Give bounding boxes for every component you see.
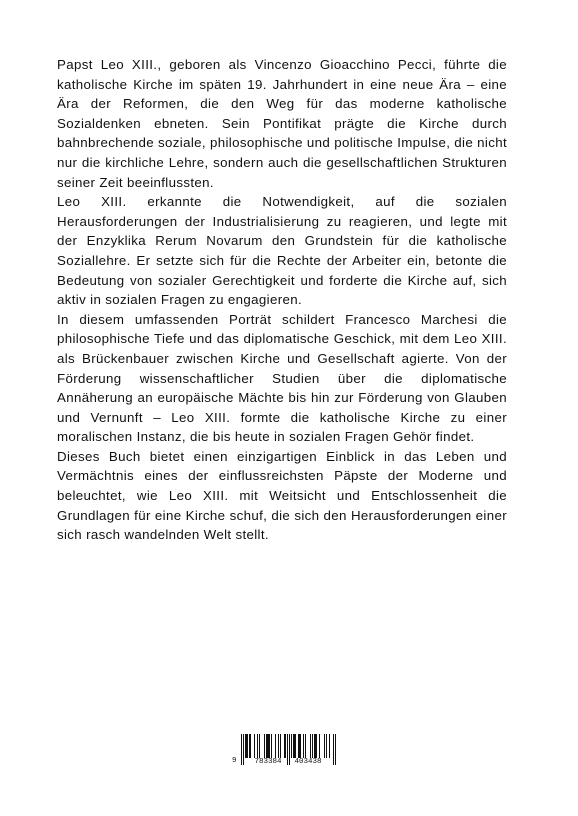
barcode-bar [310, 734, 311, 758]
barcode-bar [245, 734, 246, 758]
barcode-bar [284, 734, 285, 758]
barcode-bar [269, 734, 270, 758]
barcode-bar [287, 734, 288, 765]
barcode-bar [291, 734, 292, 758]
barcode-bar [300, 734, 301, 758]
barcode-bar [295, 734, 296, 758]
barcode-bar [264, 734, 265, 758]
barcode-bar [324, 734, 325, 758]
barcode-bar [266, 734, 267, 758]
barcode-bar [278, 734, 279, 758]
barcode-bar [257, 734, 258, 758]
barcode-bar [254, 734, 255, 758]
barcode-bar [298, 734, 299, 758]
barcode-bar [335, 734, 336, 765]
barcode-left-digits: 783384 [250, 758, 286, 767]
barcode-bar [268, 734, 269, 758]
barcode-bar [280, 734, 281, 758]
blurb-text [57, 55, 507, 545]
barcode-bar [293, 734, 294, 758]
barcode-bar [246, 734, 247, 758]
barcode-bar [271, 734, 272, 758]
barcode-bar [333, 734, 334, 765]
barcode-bar [299, 734, 300, 758]
barcode-bar [312, 734, 313, 758]
blurb-paragraph-3: In diesem umfassenden Porträt schildert Francesco Marchesi die philosophische Tiefe und das diplomatische Geschick, mit dem Leo XIII. als Brückenbauer zwischen Kirche und Gesellschaft agierte. Von der Förderung wissenschaftlicher Studien über die diplomatische Annäherung an europäische Mächte bis hin zur Förderung von Glauben und Vernunft – Leo XIII. formte die katholische Kirche zu einer moralischen Instanz, die bis heute in sozialen Fragen Gehör findet. [57, 311, 507, 445]
barcode-bar [241, 734, 242, 765]
barcode-bar [326, 734, 327, 758]
barcode-bar [294, 734, 295, 758]
isbn-barcode [232, 733, 342, 773]
barcode-bar [314, 734, 315, 758]
barcode-bar [319, 734, 320, 758]
barcode-bar [316, 734, 317, 758]
barcode-prefix-digit: 9 [232, 757, 237, 765]
barcode-bar [249, 734, 250, 758]
barcode-bar [329, 734, 330, 758]
barcode-bar [247, 734, 248, 758]
barcode-right-digits: 403438 [290, 758, 326, 767]
barcode-bar [303, 734, 304, 758]
barcode-bar [285, 734, 286, 758]
barcode-bar [259, 734, 260, 758]
blurb-paragraph-4: Dieses Buch bietet einen einzigartigen Einblick in das Leben und Vermächtnis eines der einflussreichsten Päpste der Moderne und beleuchtet, wie Leo XIII. mit Weitsicht und Entschlossenheit die Grundlagen für eine Kirche schuf, die sich den Herausforderungen einer sich rasch wandelnden Welt stellt. [57, 448, 507, 543]
barcode-bar [250, 734, 251, 758]
barcode-bar [315, 734, 316, 758]
barcode-bar [243, 734, 244, 765]
blurb-paragraph-1: Papst Leo XIII., geboren als Vincenzo Gioacchino Pecci, führte die katholische Kirche im späten 19. Jahrhundert in eine neue Ära – eine Ära der Reformen, die den Weg für das moderne katholische Sozialdenken ebneten. Sein Pontifikat prägte die Kirche durch bahnbrechende soziale, philosophische und politische Impulse, die nicht nur die kirchliche Lehre, sondern auch die gesellschaftlichen Strukturen seiner Zeit beeinflussten. [57, 57, 507, 190]
barcode-bar [267, 734, 268, 758]
barcode-bar [275, 734, 276, 758]
barcode-bar [305, 734, 306, 758]
blurb-paragraph-2: Leo XIII. erkannte die Notwendigkeit, auf die sozialen Herausforderungen der Industrialisierung zu reagieren, und legte mit der Enzyklika Rerum Novarum den Grundstein für die katholische Soziallehre. Er setzte sich für die Rechte der Arbeiter ein, betonte die Bedeutung von sozialer Gerechtigkeit und forderte die Kirche auf, sich aktiv in sozialen Fragen zu engagieren. [57, 194, 507, 308]
